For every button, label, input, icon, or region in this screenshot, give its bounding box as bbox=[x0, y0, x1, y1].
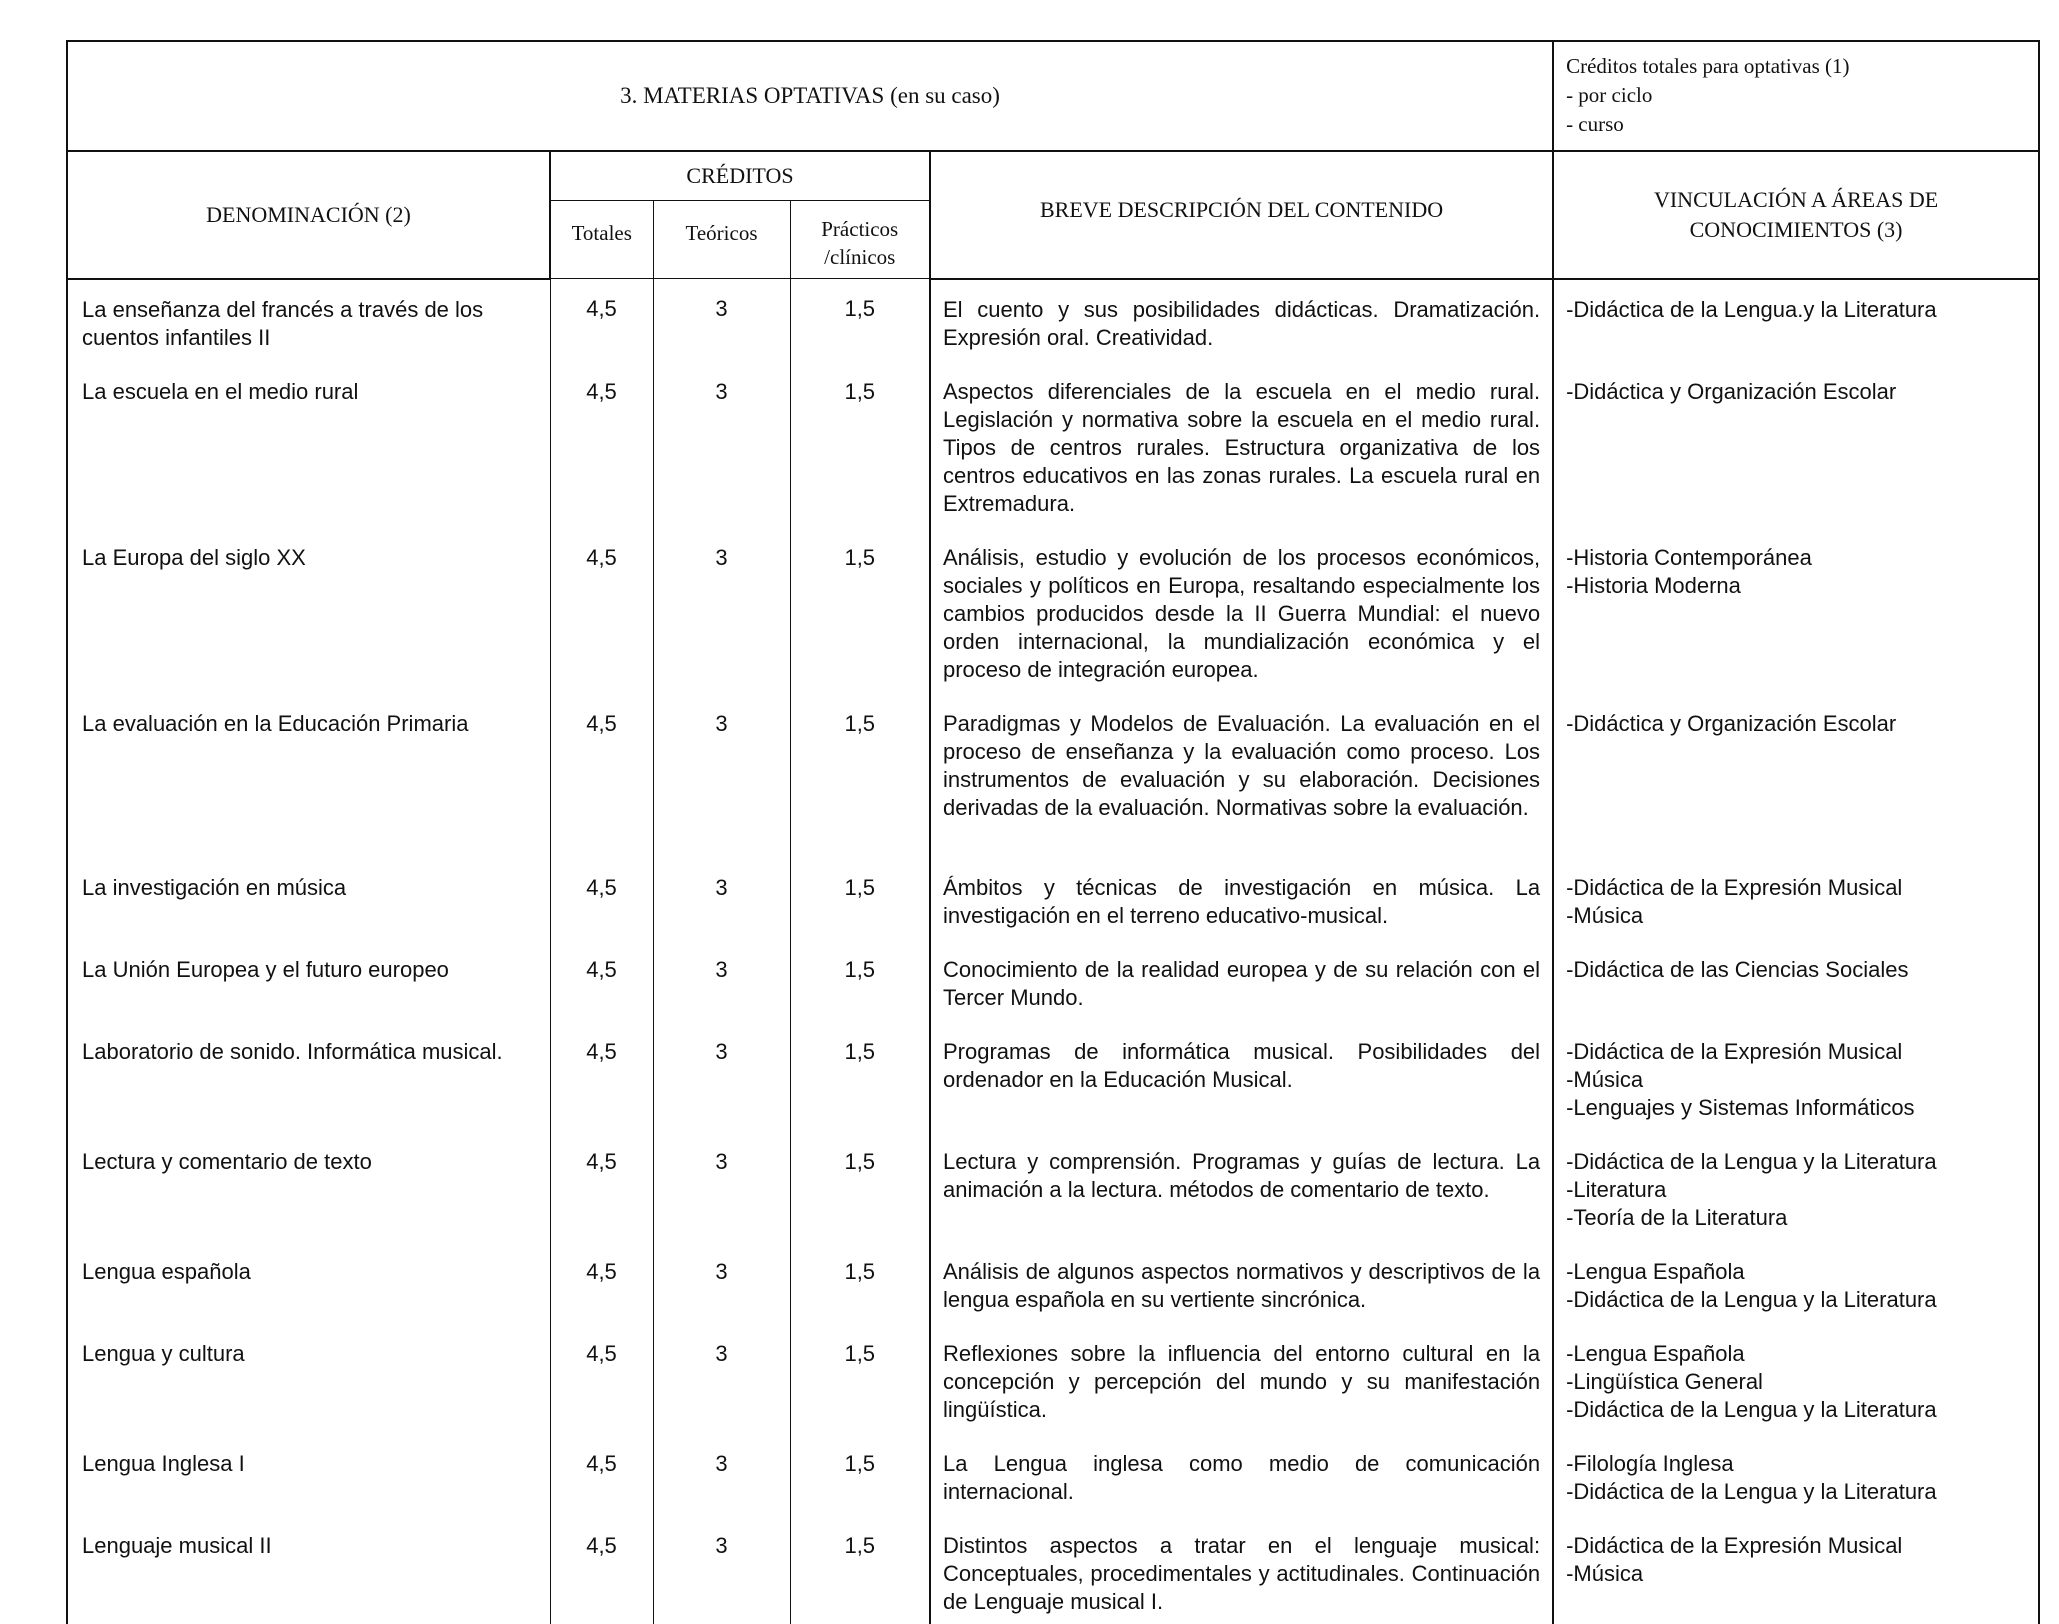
col-vinculacion-line: VINCULACIÓN A ÁREAS DE bbox=[1653, 186, 1939, 212]
table-row bbox=[67, 856, 2039, 938]
row-description: Ámbitos y técnicas de investigación en música. La investigación en el terreno educativo-musical. bbox=[930, 856, 1553, 938]
row-name: Lenguaje musical II bbox=[67, 1514, 550, 1624]
table-row bbox=[67, 938, 2039, 1020]
row-name: La escuela en el medio rural bbox=[67, 360, 550, 526]
row-areas bbox=[1553, 1130, 2039, 1240]
table-row bbox=[67, 1322, 2039, 1432]
row-description: Programas de informática musical. Posibilidades del ordenador en la Educación Musical. bbox=[930, 1020, 1553, 1130]
area-item: -Lengua Española bbox=[1566, 1340, 1745, 1366]
area-item: -Historia Contemporánea bbox=[1566, 544, 1812, 570]
area-item: -Didáctica de la Lengua.y la Literatura bbox=[1566, 296, 1937, 322]
row-teoricos: 3 bbox=[653, 856, 790, 938]
col-denominacion: DENOMINACIÓN (2) bbox=[67, 151, 550, 279]
row-practicos: 1,5 bbox=[790, 938, 930, 1020]
row-totales: 4,5 bbox=[550, 1130, 653, 1240]
row-practicos: 1,5 bbox=[790, 1020, 930, 1130]
credits-total-line: Créditos totales para optativas (1) bbox=[1566, 54, 1850, 78]
row-areas bbox=[1553, 1240, 2039, 1322]
header-row-1 bbox=[67, 151, 2039, 201]
table-row bbox=[67, 1514, 2039, 1624]
area-item: -Historia Moderna bbox=[1566, 572, 1741, 598]
area-item: -Lenguajes y Sistemas Informáticos bbox=[1566, 1094, 1915, 1120]
row-name: La evaluación en la Educación Primaria bbox=[67, 692, 550, 856]
row-teoricos: 3 bbox=[653, 938, 790, 1020]
row-practicos: 1,5 bbox=[790, 1240, 930, 1322]
section-title: 3. MATERIAS OPTATIVAS (en su caso) bbox=[67, 41, 1553, 151]
col-practicos-line: Prácticos bbox=[821, 217, 899, 241]
table-row bbox=[67, 1432, 2039, 1514]
row-name: Lectura y comentario de texto bbox=[67, 1130, 550, 1240]
table-row bbox=[67, 360, 2039, 526]
row-areas bbox=[1553, 526, 2039, 692]
row-teoricos: 3 bbox=[653, 360, 790, 526]
area-item: -Música bbox=[1566, 1066, 1644, 1092]
row-description: Distintos aspectos a tratar en el lenguaje musical: Conceptuales, procedimentales y actitudinales. Continuación de Lenguaje musical I. bbox=[930, 1514, 1553, 1624]
row-name: Lengua y cultura bbox=[67, 1322, 550, 1432]
table-row bbox=[67, 692, 2039, 856]
title-row bbox=[67, 41, 2039, 151]
optativas-table bbox=[66, 40, 2040, 1624]
row-description: Análisis, estudio y evolución de los procesos económicos, sociales y políticos en Europa, resaltando especialmente los cambios producidos desde la II Guerra Mundial: el nuevo orden internacional, la mundialización económica y el proceso de integración europea. bbox=[930, 526, 1553, 692]
col-vinculacion-line: CONOCIMIENTOS (3) bbox=[1689, 216, 1903, 242]
row-areas bbox=[1553, 1432, 2039, 1514]
area-item: -Didáctica de la Expresión Musical bbox=[1566, 1532, 1903, 1558]
row-totales: 4,5 bbox=[550, 856, 653, 938]
col-totales: Totales bbox=[550, 201, 653, 279]
row-practicos: 1,5 bbox=[790, 526, 930, 692]
col-vinculacion bbox=[1553, 151, 2039, 279]
row-areas bbox=[1553, 1514, 2039, 1624]
row-description: Paradigmas y Modelos de Evaluación. La evaluación en el proceso de enseñanza y la evaluación como proceso. Los instrumentos de evaluación y su elaboración. Decisiones derivadas de la evaluación. Normativas sobre la evaluación. bbox=[930, 692, 1553, 856]
row-totales: 4,5 bbox=[550, 279, 653, 360]
row-totales: 4,5 bbox=[550, 526, 653, 692]
col-practicos-line: /clínicos bbox=[824, 245, 896, 269]
row-totales: 4,5 bbox=[550, 1322, 653, 1432]
area-item: -Didáctica de las Ciencias Sociales bbox=[1566, 956, 1909, 982]
row-practicos: 1,5 bbox=[790, 279, 930, 360]
row-totales: 4,5 bbox=[550, 938, 653, 1020]
row-name: Lengua española bbox=[67, 1240, 550, 1322]
row-areas bbox=[1553, 856, 2039, 938]
row-name: Lengua Inglesa I bbox=[67, 1432, 550, 1514]
row-name: La investigación en música bbox=[67, 856, 550, 938]
credits-total-box bbox=[1553, 41, 2039, 151]
row-description: Lectura y comprensión. Programas y guías de lectura. La animación a la lectura. métodos de comentario de texto. bbox=[930, 1130, 1553, 1240]
credits-total-line: - por ciclo bbox=[1566, 83, 1653, 107]
row-areas bbox=[1553, 279, 2039, 360]
row-description: Conocimiento de la realidad europea y de su relación con el Tercer Mundo. bbox=[930, 938, 1553, 1020]
row-practicos: 1,5 bbox=[790, 1514, 930, 1624]
row-teoricos: 3 bbox=[653, 1432, 790, 1514]
area-item: -Lengua Española bbox=[1566, 1258, 1745, 1284]
row-description: Reflexiones sobre la influencia del entorno cultural en la concepción y percepción del mundo y su manifestación lingüística. bbox=[930, 1322, 1553, 1432]
row-teoricos: 3 bbox=[653, 692, 790, 856]
area-item: -Música bbox=[1566, 1560, 1644, 1586]
area-item: -Lingüística General bbox=[1566, 1368, 1763, 1394]
area-item: -Didáctica y Organización Escolar bbox=[1566, 710, 1897, 736]
table-row bbox=[67, 1020, 2039, 1130]
col-teoricos: Teóricos bbox=[653, 201, 790, 279]
area-item: -Didáctica de la Lengua y la Literatura bbox=[1566, 1286, 1937, 1312]
col-practicos bbox=[790, 201, 930, 279]
row-practicos: 1,5 bbox=[790, 1130, 930, 1240]
row-practicos: 1,5 bbox=[790, 1322, 930, 1432]
area-item: -Didáctica de la Expresión Musical bbox=[1566, 1038, 1903, 1064]
credits-total-line: - curso bbox=[1566, 112, 1624, 136]
row-totales: 4,5 bbox=[550, 360, 653, 526]
table-row bbox=[67, 526, 2039, 692]
area-item: -Teoría de la Literatura bbox=[1566, 1204, 1788, 1230]
area-item: -Didáctica de la Expresión Musical bbox=[1566, 874, 1903, 900]
row-description: El cuento y sus posibilidades didácticas. Dramatización. Expresión oral. Creatividad. bbox=[930, 279, 1553, 360]
area-item: -Didáctica de la Lengua y la Literatura bbox=[1566, 1148, 1937, 1174]
row-teoricos: 3 bbox=[653, 1322, 790, 1432]
row-name: La Europa del siglo XX bbox=[67, 526, 550, 692]
row-areas bbox=[1553, 1322, 2039, 1432]
row-totales: 4,5 bbox=[550, 1240, 653, 1322]
row-teoricos: 3 bbox=[653, 1020, 790, 1130]
row-totales: 4,5 bbox=[550, 1432, 653, 1514]
row-teoricos: 3 bbox=[653, 526, 790, 692]
area-item: -Literatura bbox=[1566, 1176, 1667, 1202]
row-practicos: 1,5 bbox=[790, 856, 930, 938]
row-practicos: 1,5 bbox=[790, 1432, 930, 1514]
col-descripcion: BREVE DESCRIPCIÓN DEL CONTENIDO bbox=[930, 151, 1553, 279]
row-name: La Unión Europea y el futuro europeo bbox=[67, 938, 550, 1020]
row-areas bbox=[1553, 360, 2039, 526]
row-totales: 4,5 bbox=[550, 692, 653, 856]
row-teoricos: 3 bbox=[653, 1130, 790, 1240]
row-practicos: 1,5 bbox=[790, 360, 930, 526]
area-item: -Didáctica de la Lengua y la Literatura bbox=[1566, 1396, 1937, 1422]
table-row bbox=[67, 1240, 2039, 1322]
area-item: -Didáctica de la Lengua y la Literatura bbox=[1566, 1478, 1937, 1504]
row-description: Análisis de algunos aspectos normativos y descriptivos de la lengua española en su vertiente sincrónica. bbox=[930, 1240, 1553, 1322]
col-creditos: CRÉDITOS bbox=[550, 151, 930, 201]
row-areas bbox=[1553, 692, 2039, 856]
table-row bbox=[67, 1130, 2039, 1240]
table-row bbox=[67, 279, 2039, 360]
row-name: Laboratorio de sonido. Informática musical. bbox=[67, 1020, 550, 1130]
row-description: Aspectos diferenciales de la escuela en el medio rural. Legislación y normativa sobre la escuela en el medio rural. Tipos de centros rurales. Estructura organizativa de los centros educativos en las zonas rurales. La escuela rural en Extremadura. bbox=[930, 360, 1553, 526]
row-teoricos: 3 bbox=[653, 1240, 790, 1322]
area-item: -Didáctica y Organización Escolar bbox=[1566, 378, 1897, 404]
row-description: La Lengua inglesa como medio de comunicación internacional. bbox=[930, 1432, 1553, 1514]
row-name: La enseñanza del francés a través de los cuentos infantiles II bbox=[67, 279, 550, 360]
row-totales: 4,5 bbox=[550, 1514, 653, 1624]
row-areas bbox=[1553, 1020, 2039, 1130]
row-practicos: 1,5 bbox=[790, 692, 930, 856]
row-teoricos: 3 bbox=[653, 279, 790, 360]
area-item: -Filología Inglesa bbox=[1566, 1450, 1734, 1476]
row-totales: 4,5 bbox=[550, 1020, 653, 1130]
row-areas bbox=[1553, 938, 2039, 1020]
area-item: -Música bbox=[1566, 902, 1644, 928]
row-teoricos: 3 bbox=[653, 1514, 790, 1624]
